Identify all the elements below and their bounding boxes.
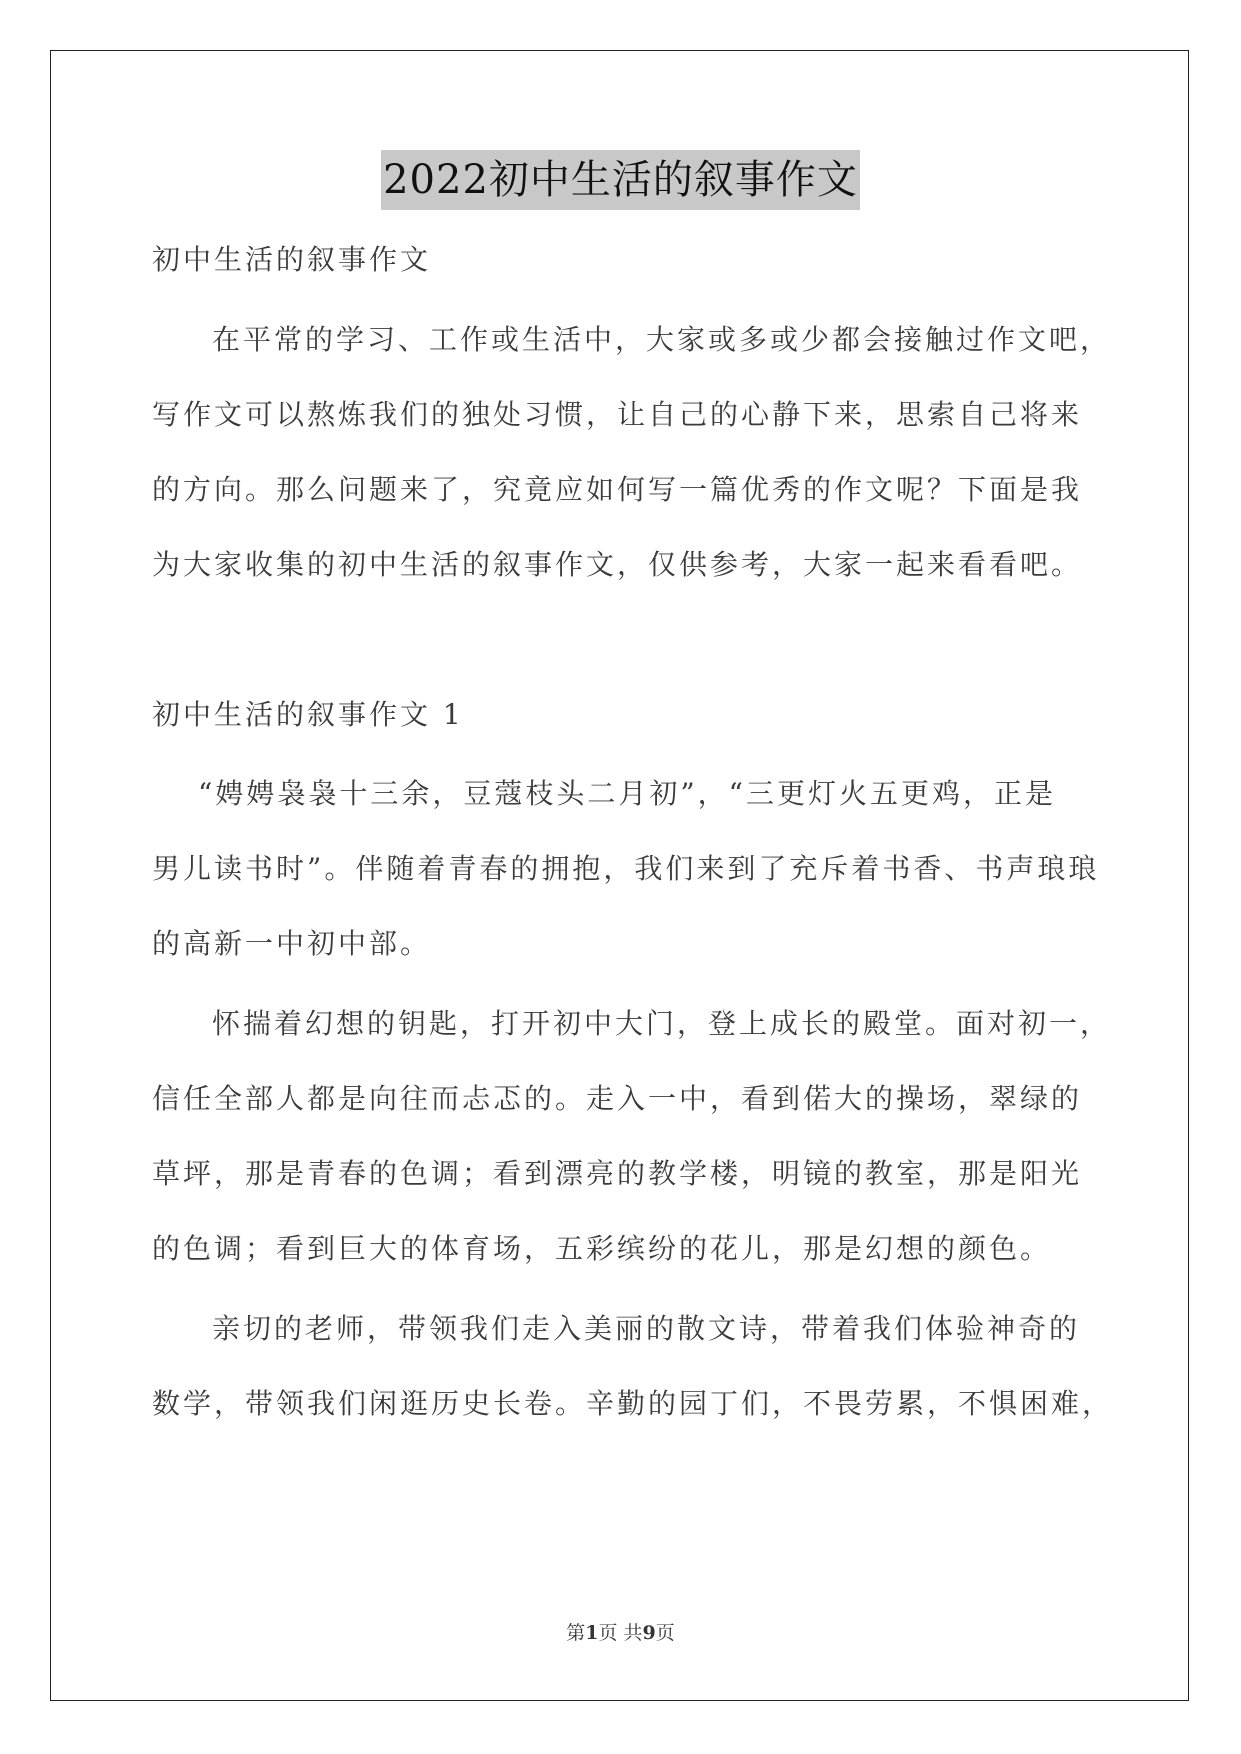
footer-prefix: 第 <box>566 1622 586 1644</box>
para1-line-2: 男儿读书时”。伴随着青春的拥抱，我们来到了充斥着书香、书声琅琅 <box>152 852 1100 885</box>
document-title: 2022初中生活的叙事作文 <box>381 150 860 210</box>
total-pages-number: 9 <box>642 1622 656 1644</box>
section-heading: 初中生活的叙事作文 1 <box>152 698 464 731</box>
intro-line-4: 为大家收集的初中生活的叙事作文，仅供参考，大家一起来看看吧。 <box>152 548 1083 581</box>
para2-line-2: 信任全部人都是向往而忐忑的。走入一中，看到偌大的操场，翠绿的 <box>152 1082 1083 1115</box>
para2-line-1: 怀揣着幻想的钥匙，打开初中大门，登上成长的殿堂。面对初一， <box>212 1007 1112 1040</box>
footer-middle: 页 共 <box>598 1622 643 1644</box>
para2-line-3: 草坪，那是青春的色调；看到漂亮的教学楼，明镜的教室，那是阳光 <box>152 1157 1083 1190</box>
footer-suffix: 页 <box>655 1622 675 1644</box>
para2-line-4: 的色调；看到巨大的体育场，五彩缤纷的花儿，那是幻想的颜色。 <box>152 1232 1052 1265</box>
para3-line-2: 数学，带领我们闲逛历史长卷。辛勤的园丁们，不畏劳累，不惧困难， <box>152 1387 1114 1420</box>
para3-line-1: 亲切的老师，带领我们走入美丽的散文诗，带着我们体验神奇的 <box>212 1312 1081 1345</box>
para1-line-1: “娉娉袅袅十三余，豆蔻枝头二月初”，“三更灯火五更鸡，正是 <box>198 777 1056 810</box>
document-subtitle: 初中生活的叙事作文 <box>152 243 432 276</box>
current-page-number: 1 <box>585 1622 599 1644</box>
intro-line-2: 写作文可以熬炼我们的独处习惯，让自己的心静下来，思索自己将来 <box>152 398 1083 431</box>
intro-line-1: 在平常的学习、工作或生活中，大家或多或少都会接触过作文吧， <box>212 323 1112 356</box>
intro-line-3: 的方向。那么问题来了，究竟应如何写一篇优秀的作文呢？下面是我 <box>152 473 1083 506</box>
page-footer <box>0 1618 1241 1645</box>
title-container <box>0 150 1241 210</box>
para1-line-3: 的高新一中初中部。 <box>152 927 432 960</box>
